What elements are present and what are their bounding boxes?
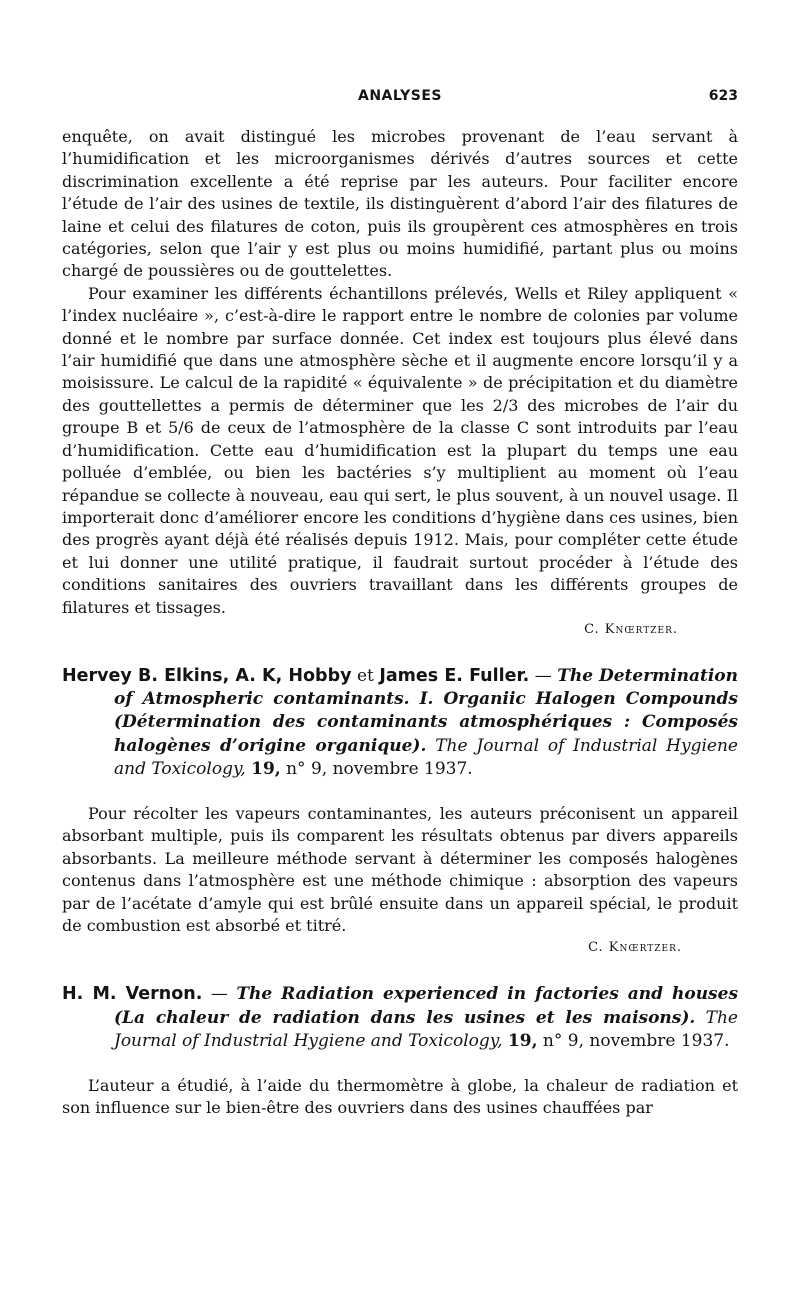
running-title: ANALYSES (358, 88, 442, 104)
ref1-volume: 19, (251, 758, 281, 779)
ref1-journal: The Journal of Industrial Hygiene and Toxicology, (114, 735, 738, 779)
spacer (62, 781, 738, 803)
signature-1: C. Knœrtzer. (584, 621, 678, 637)
reference-2 (62, 983, 738, 1053)
signature-2: C. Knœrtzer. (588, 940, 682, 956)
ref2-journal: The Journal of Industrial Hygiene and Toxicology, (114, 1007, 738, 1051)
spacer-2 (62, 1053, 738, 1075)
ref1-and: et (351, 665, 380, 686)
intro-paragraph: enquête, on avait distingué les microbes provenant de l’eau servant à l’humidification et les microorganismes dérivés d’autres sources et cette discrimination excellente a été reprise par les auteurs. Pour faciliter encore l’étude de l’air des usines de textile, ils distinguèrent d’abord l’air des filatures de laine et celui des filatures de coton, puis ils groupèrent ces atmosphères en trois catégories, selon que l’air y est plus ou moins humidifié, partant plus ou moins chargé de poussières ou de gouttelettes. (62, 127, 738, 281)
body-paragraph-4: L’auteur a étudié, à l’aide du thermomètre à globe, la chaleur de radiation et son influence sur le bien-être des ouvriers dans des usines chauffées par (62, 1076, 738, 1118)
ref1-authors: Hervey B. Elkins, A. K, Hobby (62, 665, 352, 686)
ref1-issue: n° 9, novembre 1937. (286, 758, 473, 779)
ref1-authors-2: James E. Fuller. (379, 665, 530, 686)
body-paragraph-3: Pour récolter les vapeurs contaminantes, les auteurs préconisent un appareil absorbant multiple, puis ils comparent les résultats obtenus par divers appareils absorbants. La meilleure méthode servant à déterminer les composés halogènes contenus dans l’atmosphère est une méthode chimique : absorption des vapeurs par de l’acétate d’amyle qui est brûlé ensuite dans un appareil spécial, le produit de combustion est absorbé et titré. (62, 803, 738, 935)
page-number: 623 (708, 88, 738, 104)
ref2-issue: n° 9, novembre 1937. (542, 1030, 730, 1051)
body-paragraph-2: Pour examiner les différents échantillons prélevés, Wells et Riley appliquent « l’index nucléaire », c’est-à-dire le rapport entre le nombre de colonies par volume donné et le nombre par surface donnée. Cet index est toujours plus élevé dans l’air humidifié que dans une atmosphère sèche et il augmente encore lorsqu’il y a moisissure. Le calcul de la rapidité « équivalente » de précipitation et du diamètre des gouttellettes a permis de déterminer que les 2/3 des microbes de l’air du groupe B et 5/6 de ceux de l’atmosphère de la classe C sont introduits par l’eau d’humidification. Cette eau d’humidification est la plupart du temps une eau polluée d’emblée, ou bien les bactéries s’y multiplient au moment où l’eau répandue se collecte à nouveau, eau qui sert, le plus souvent, à un nouvel usage. Il importerait donc d’améliorer encore les conditions d’hygiène dans ces usines, bien des progrès ayant déjà été réalisés depuis 1912. Mais, pour compléter cette étude et lui donner une utilité pratique, il faudrait surtout procéder à l’étude des conditions sanitaires des ouvriers travaillant dans les différents groupes de filatures et tissages. (62, 283, 738, 617)
ref1-title: The Determination of Atmospheric contaminants. I. Organiic Halogen Compounds (Détermination des contaminants atmosphériques : Composés halogènes d’origine organique). (114, 665, 738, 756)
reference-1 (62, 665, 738, 781)
ref2-authors: H. M. Vernon. (62, 984, 203, 1005)
ref2-title: The Radiation experienced in factories and houses (La chaleur de radiation dans les usines et les maisons). (114, 984, 739, 1028)
ref1-dash: — (529, 665, 558, 686)
ref2-volume: 19, (507, 1030, 538, 1051)
ref2-dash: — (202, 984, 237, 1005)
page-header (62, 88, 738, 112)
article-body (62, 126, 738, 1120)
